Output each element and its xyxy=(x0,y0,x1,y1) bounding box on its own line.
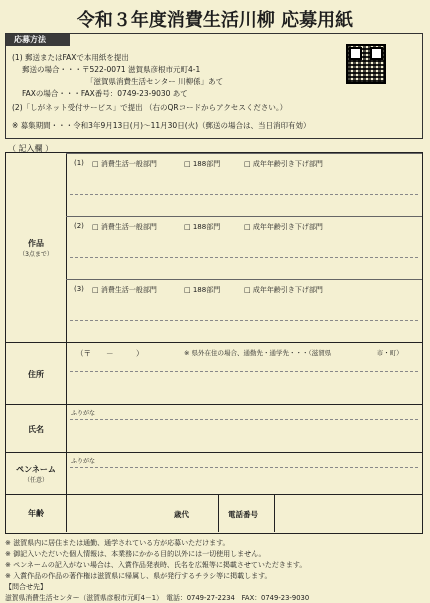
works-label: 作品 xyxy=(28,238,44,248)
category-188-checkbox[interactable]: □ 188部門 xyxy=(184,286,221,294)
category-adult-age-checkbox[interactable]: □ 成年年齢引き下げ部門 xyxy=(244,160,323,168)
entry-form-table xyxy=(5,152,423,534)
method-header: 応募方法 xyxy=(6,34,70,46)
age-label: 年齢 xyxy=(28,509,44,518)
note-privacy: ※ 御記入いただいた個人情報は、本業務にかかる目的以外には一切使用しません。 xyxy=(5,550,266,558)
work-input-line[interactable] xyxy=(70,194,418,195)
penname-input-area[interactable] xyxy=(70,487,418,488)
note-penname: ※ ペンネームの記入がない場合は、入賞作品発表時、氏名を広報等に掲載させていただきます。 xyxy=(5,561,307,569)
name-label-cell xyxy=(6,405,67,453)
name-row xyxy=(6,404,422,453)
page-title: 令和３年度消費生活川柳 応募用紙 xyxy=(76,10,354,31)
note-eligibility: ※ 滋賀県内に居住または通勤、通学されている方が応募いただけます。 xyxy=(5,539,230,547)
work-input-line[interactable] xyxy=(70,320,418,321)
method-line-1: (1) 郵送またはFAXで本用紙を提出 xyxy=(12,53,129,62)
category-general-checkbox[interactable]: □ 消費生活一般部門 xyxy=(92,223,157,231)
entry-number: (2) xyxy=(74,222,84,230)
name-label: 氏名 xyxy=(28,424,44,434)
category-general-checkbox[interactable]: □ 消費生活一般部門 xyxy=(92,160,157,168)
work-entry-2 xyxy=(66,216,422,280)
address-note: ※ 県外在住の場合、通勤先・通学先・・・（滋賀県 市・町） xyxy=(184,349,403,357)
works-label-cell xyxy=(6,153,67,342)
contact-info: 滋賀県消費生活センター（滋賀県彦根市元町4－1） 電話：0749-27-2234 FAX：0749-23-9030 xyxy=(5,594,310,602)
postal-code-field[interactable]: （〒 － ） xyxy=(76,349,144,358)
penname-label: ペンネーム xyxy=(16,465,56,474)
age-unit: 歳代 xyxy=(174,510,189,519)
method-line-4: FAXの場合・・・FAX番号：0749-23-9030 あて xyxy=(22,89,188,98)
work-input-line[interactable] xyxy=(70,257,418,258)
age-label-cell xyxy=(6,495,67,532)
penname-furigana-label: ふりがな xyxy=(71,458,96,465)
penname-sublabel: （任意） xyxy=(23,477,48,484)
entry-number: (3) xyxy=(74,285,84,293)
phone-divider xyxy=(274,495,275,532)
note-copyright: ※ 入賞作品の作品の著作権は滋賀県に帰属し、県が発行するチラシ等に掲載します。 xyxy=(5,572,272,580)
qr-code-icon[interactable] xyxy=(346,44,386,84)
age-phone-row xyxy=(6,494,422,532)
furigana-divider xyxy=(70,467,418,468)
method-line-3: 「滋賀県消費生活センター 川柳係」あて xyxy=(86,77,224,86)
submission-method-box xyxy=(5,33,423,139)
category-adult-age-checkbox[interactable]: □ 成年年齢引き下げ部門 xyxy=(244,286,323,294)
address-input-line[interactable] xyxy=(70,371,418,372)
method-line-5: (2)「しがネット受付サービス」で提出 （右のQRコードからアクセスください。） xyxy=(12,103,288,112)
category-188-checkbox[interactable]: □ 188部門 xyxy=(184,223,221,231)
age-phone-divider xyxy=(218,495,219,532)
address-label-cell xyxy=(6,343,67,405)
address-row xyxy=(6,342,422,405)
phone-input-area[interactable] xyxy=(276,495,420,532)
category-188-checkbox[interactable]: □ 188部門 xyxy=(184,160,221,168)
record-label: （ 記入欄 ） xyxy=(8,144,54,153)
category-general-checkbox[interactable]: □ 消費生活一般部門 xyxy=(92,286,157,294)
work-entry-1 xyxy=(66,153,422,217)
furigana-divider xyxy=(70,419,418,420)
method-line-6: ※ 募集期間・・・令和3年9月13日(月)～11月30日(火)（郵送の場合は、当日消印有効） xyxy=(12,121,311,130)
method-line-2: 郵送の場合・・・〒522-0071 滋賀県彦根市元町4-1 xyxy=(22,65,201,74)
name-furigana-label: ふりがな xyxy=(71,410,96,417)
contact-label: 【問合せ先】 xyxy=(5,583,47,591)
address-label: 住所 xyxy=(28,369,44,379)
works-sublabel: （3点まで） xyxy=(19,250,53,258)
entry-number: (1) xyxy=(74,159,84,167)
age-input-area[interactable] xyxy=(66,495,186,532)
penname-row xyxy=(6,452,422,495)
work-entry-3 xyxy=(66,279,422,343)
works-row xyxy=(6,153,422,342)
name-input-area[interactable] xyxy=(70,445,418,446)
phone-label: 電話番号 xyxy=(228,510,258,519)
penname-label-cell xyxy=(6,453,67,495)
category-adult-age-checkbox[interactable]: □ 成年年齢引き下げ部門 xyxy=(244,223,323,231)
